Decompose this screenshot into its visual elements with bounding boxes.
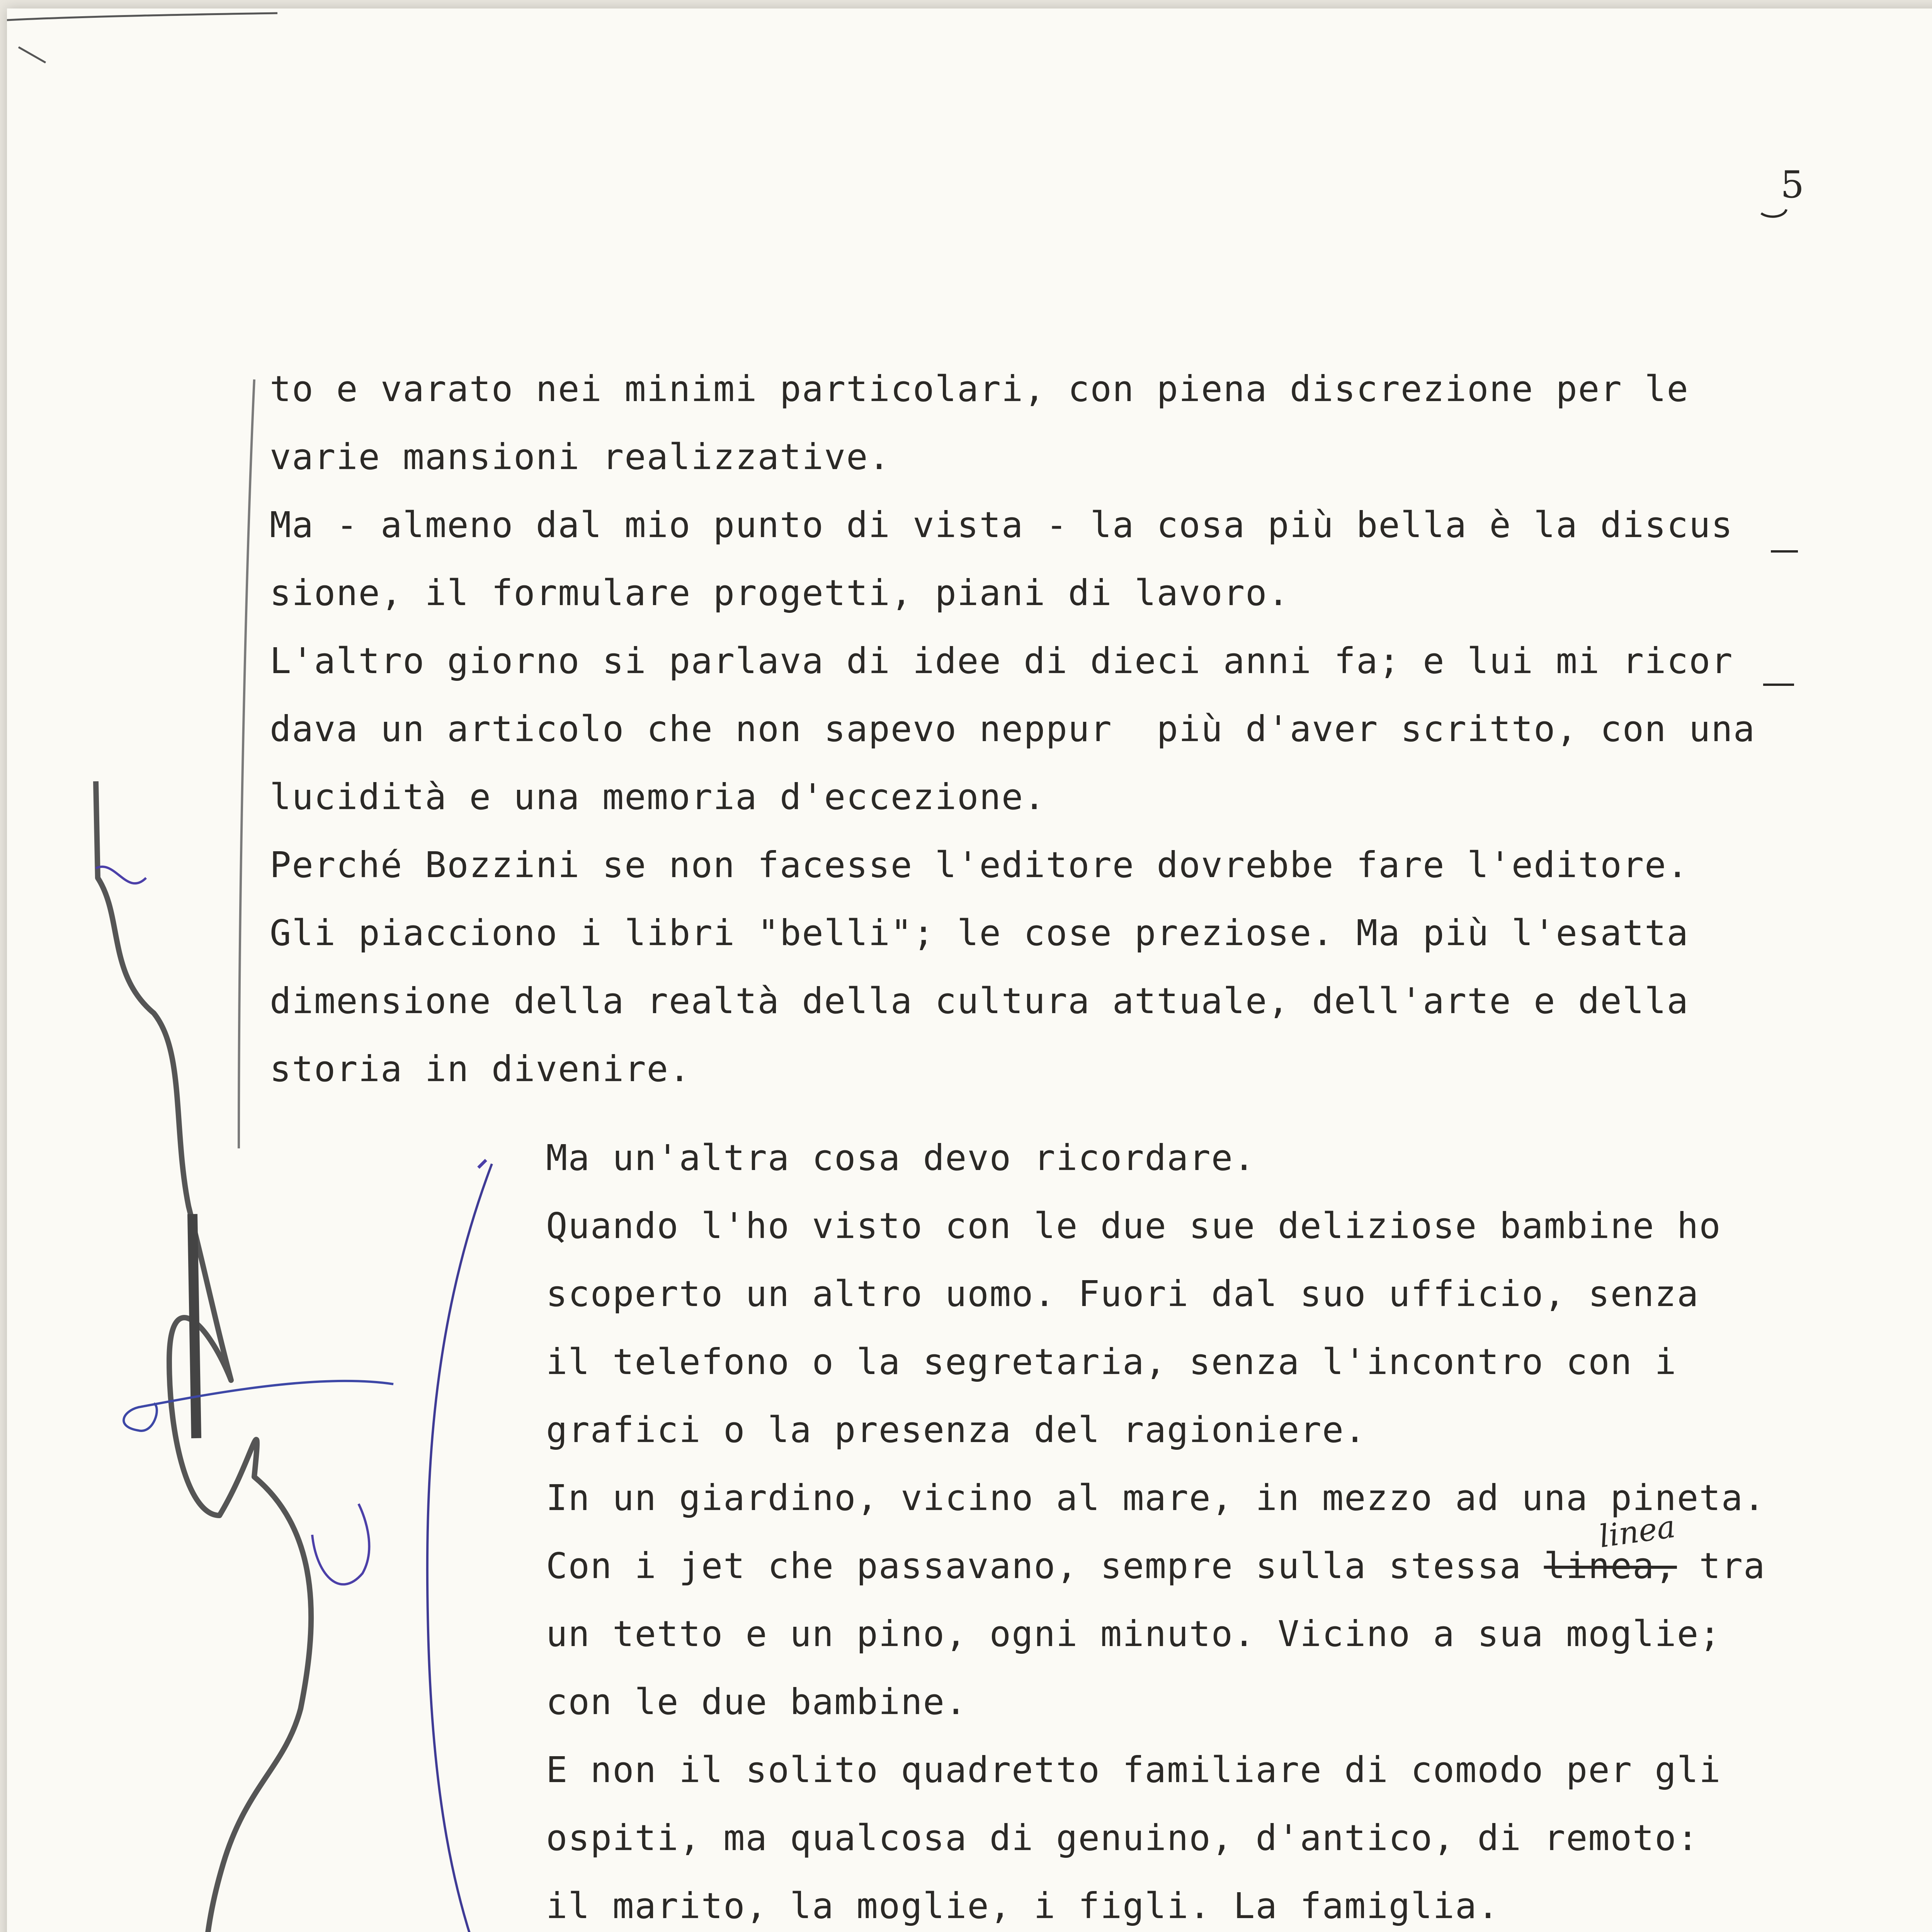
- pen-tick-mark: [478, 1160, 486, 1168]
- line-text: tra: [1677, 1545, 1766, 1587]
- text-line: sione, il formulare progetti, piani di lavoro.: [270, 572, 1290, 614]
- text-line: L'altro giorno si parlava di idee di dieci anni fa; e lui mi ricor: [270, 640, 1733, 682]
- text-line: Quando l'ho visto con le due sue deliziose bambine ho: [546, 1205, 1721, 1247]
- text-line: dava un articolo che non sapevo neppur più d'aver scritto, con una: [270, 708, 1756, 750]
- text-line: In un giardino, vicino al mare, in mezzo ad una pineta.: [546, 1477, 1766, 1519]
- text-line: to e varato nei minimi particolari, con piena discrezione per le: [270, 368, 1689, 410]
- text-line: E non il solito quadretto familiare di comodo per gli: [546, 1749, 1721, 1791]
- handwritten-correction: linea: [1597, 1508, 1678, 1555]
- text-line: il telefono o la segretaria, senza l'incontro con i: [546, 1341, 1677, 1383]
- pencil-scribble: [96, 781, 311, 1932]
- text-line: Gli piacciono i libri "belli"; le cose preziose. Ma più l'esatta: [270, 912, 1689, 954]
- text-line: dimensione della realtà della cultura attuale, dell'arte e della: [270, 980, 1689, 1022]
- text-line: scoperto un altro uomo. Fuori dal suo ufficio, senza: [546, 1273, 1699, 1315]
- text-line: il marito, la moglie, i figli. La famiglia.: [546, 1885, 1500, 1927]
- text-line: storia in divenire.: [270, 1048, 691, 1090]
- text-line: Ma un'altra cosa devo ricordare.: [546, 1137, 1256, 1179]
- text-line: Perché Bozzini se non facesse l'editore dovrebbe fare l'editore.: [270, 844, 1689, 886]
- pen-loop-mark: [312, 1504, 369, 1584]
- typewritten-page: [7, 9, 1932, 1932]
- text-line: Ma - almeno dal mio punto di vista - la cosa più bella è la discus: [270, 504, 1733, 546]
- text-line: lucidità e una memoria d'eccezione.: [270, 776, 1046, 818]
- text-line: grafici o la presenza del ragioniere.: [546, 1409, 1367, 1451]
- struck-word: linea,: [1544, 1545, 1677, 1587]
- corner-smudge: [7, 13, 277, 63]
- page-number: 5: [1781, 163, 1804, 206]
- pencil-bar: [192, 1214, 196, 1438]
- text-line: un tetto e un pino, ogni minuto. Vicino a sua moglie;: [546, 1613, 1721, 1655]
- text-line: ospiti, ma qualcosa di genuino, d'antico, di remoto:: [546, 1817, 1699, 1859]
- ink-underline: [1761, 209, 1798, 685]
- pen-arrow-mark: [124, 1381, 393, 1431]
- pen-bracket-mark: [427, 1164, 494, 1932]
- text-line: varie mansioni realizzative.: [270, 436, 891, 478]
- margin-annotations: [7, 9, 1932, 1932]
- pen-hook-mark: [96, 867, 146, 883]
- line-text: Con i jet che passavano, sempre sulla stessa: [546, 1545, 1544, 1587]
- text-line: con le due bambine.: [546, 1681, 968, 1723]
- margin-pencil-line: [239, 379, 254, 1148]
